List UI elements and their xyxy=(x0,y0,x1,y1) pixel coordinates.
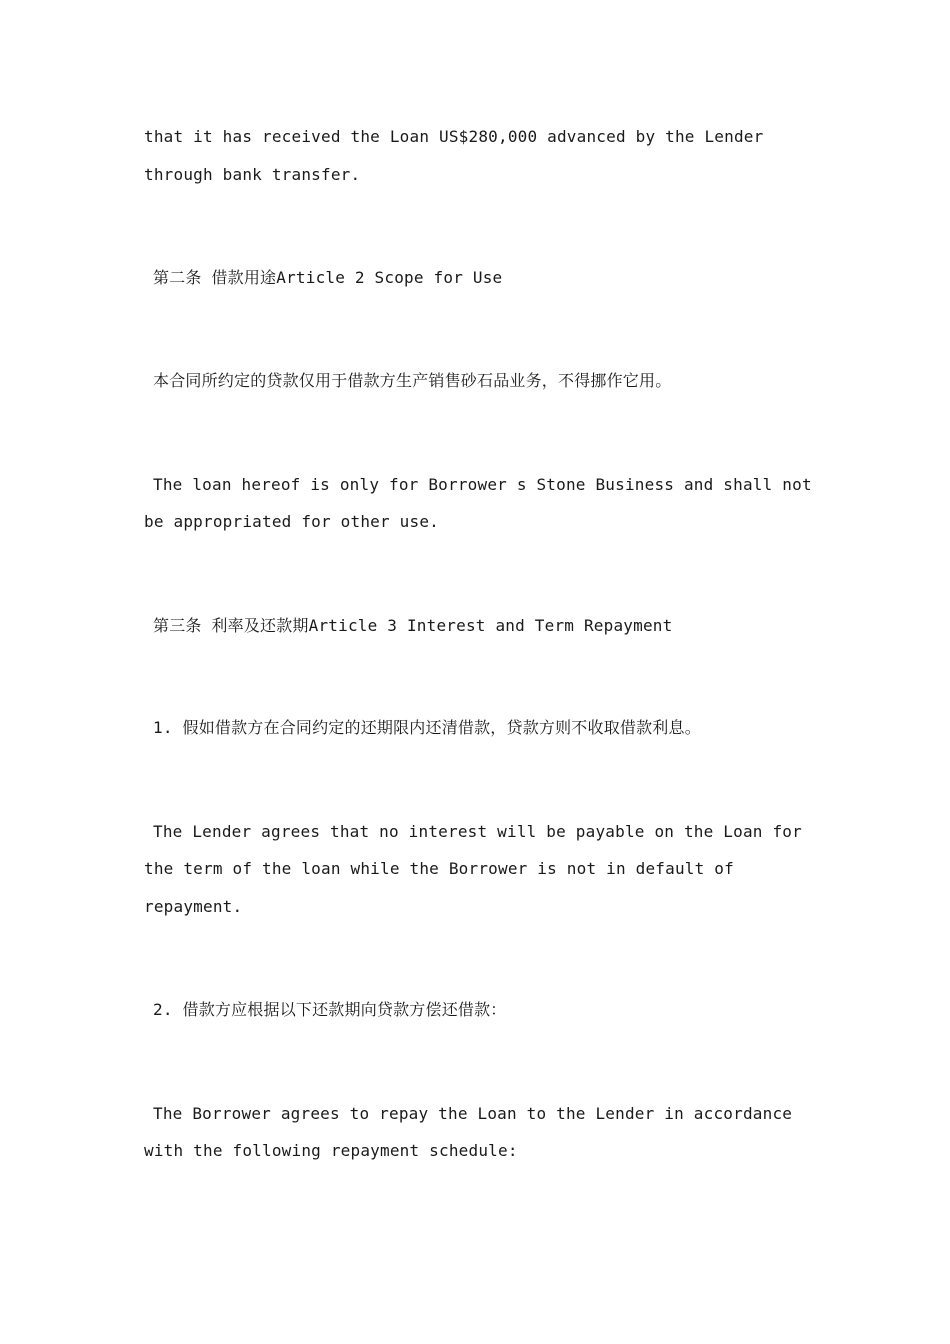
paragraph-line: with the following repayment schedule: xyxy=(144,1141,518,1160)
paragraph-line: The Lender agrees that no interest will be payable on the Loan for xyxy=(153,822,802,841)
paragraph-line: The Borrower agrees to repay the Loan to the Lender in accordance xyxy=(153,1104,793,1123)
article-2-chinese-text: 本合同所约定的贷款仅用于借款方生产销售砂石品业务，不得挪作它用。 xyxy=(153,371,672,390)
article-3-heading: 第三条 利率及还款期Article 3 Interest and Term Repayment xyxy=(153,616,673,635)
paragraph-line: the term of the loan while the Borrower is not in default of xyxy=(144,859,734,878)
item-1-chinese-text: 1. 假如借款方在合同约定的还期限内还清借款，贷款方则不收取借款利息。 xyxy=(153,718,701,737)
item-2-chinese-text: 2. 借款方应根据以下还款期向贷款方偿还借款： xyxy=(153,1000,507,1019)
paragraph-line: be appropriated for other use. xyxy=(144,512,439,531)
article-2-heading: 第二条 借款用途Article 2 Scope for Use xyxy=(153,268,503,287)
paragraph-line: The loan hereof is only for Borrower s Stone Business and shall not xyxy=(153,475,812,494)
paragraph-line: repayment. xyxy=(144,897,243,916)
paragraph-line: that it has received the Loan US$280,000 advanced by the Lender xyxy=(144,127,764,146)
paragraph-line: through bank transfer. xyxy=(144,165,361,184)
